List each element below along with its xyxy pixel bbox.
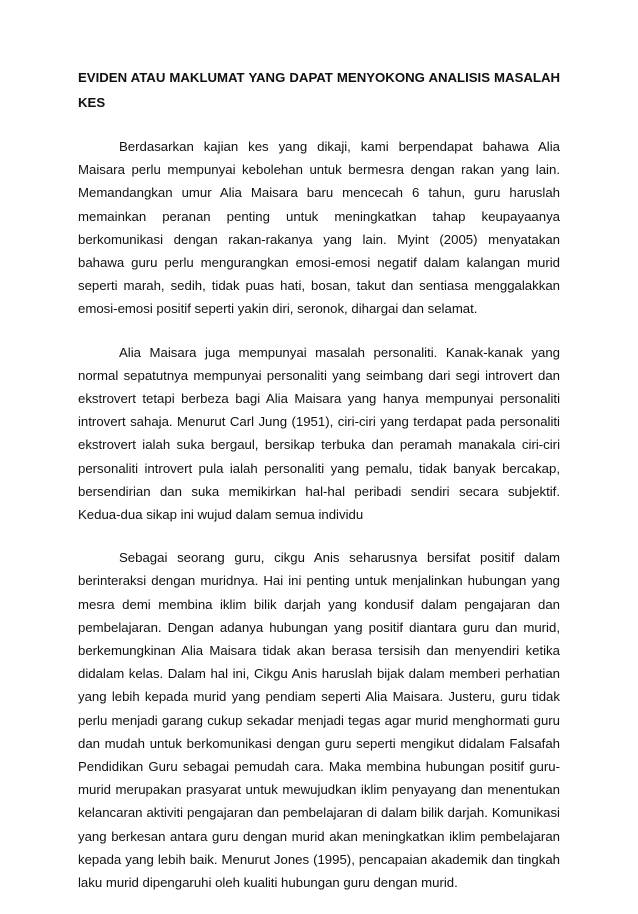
paragraph-3: Sebagai seorang guru, cikgu Anis seharusnya bersifat positif dalam berinteraksi dengan muridnya. Hai ini penting untuk menjalinkan hubungan yang mesra demi membina iklim bilik darjah yang kondusif dalam pengajaran dan pembelajaran. Dengan adanya hubungan yang positif diantara guru dan murid, berkemungkinan Alia Maisara tidak akan berasa tersisih dan menyendiri ketika didalam kelas. Dalam hal ini, Cikgu Anis haruslah bijak dalam memberi perhatian yang lebih kepada murid yang pendiam seperti Alia Maisara. Justeru, guru tidak perlu menjadi garang cukup sekadar menjadi tegas agar murid menghormati guru dan mudah untuk berkomunikasi dengan guru seperti mengikut didalam Falsafah Pendidikan Guru sebagai pemudah cara. Maka membina hubungan positif guru-murid merupakan prasyarat untuk mewujudkan iklim penyayang dan menentukan kelancaran aktiviti pengajaran dan pembelajaran di dalam bilik darjah. Komunikasi yang berkesan antara guru dengan murid akan meningkatkan iklim pembelajaran kepada yang lebih baik. Menurut Jones (1995), pencapaian akademik dan tingkah laku murid dipengaruhi oleh kualiti hubungan guru dengan murid.: [78, 550, 560, 891]
paragraph-2: Alia Maisara juga mempunyai masalah personaliti. Kanak-kanak yang normal sepatutnya mempunyai personaliti yang seimbang dari segi introvert dan ekstrovert tetapi berbeza bagi Alia Maisara yang hanya mempunyai personaliti introvert sahaja. Menurut Carl Jung (1951), ciri-ciri yang terdapat pada personaliti ekstrovert ialah suka bergaul, bersikap terbuka dan peramah manakala ciri-ciri personaliti introvert pula ialah personaliti yang pemalu, tidak banyak bercakap, bersendirian dan suka memikirkan hal-hal peribadi sendiri secara subjektif. Kedua-dua sikap ini wujud dalam semua individu: [78, 344, 560, 523]
paragraph-1: Berdasarkan kajian kes yang dikaji, kami berpendapat bahawa Alia Maisara perlu mempunyai kebolehan untuk bermesra dengan rakan yang lain. Memandangkan umur Alia Maisara baru mencecah 6 tahun, guru haruslah memainkan peranan penting untuk meningkatkan tahap keupayaanya berkomunikasi dengan rakan-rakanya yang lain. Myint (2005) menyatakan bahawa guru perlu mengurangkan emosi-emosi negatif dalam kalangan murid seperti marah, sedih, tidak puas hati, bosan, takut dan sentiasa menggalakkan emosi-emosi positif seperti yakin diri, seronok, dihargai dan selamat.: [78, 139, 560, 317]
document-page: [78, 65, 560, 914]
document-heading: EVIDEN ATAU MAKLUMAT YANG DAPAT MENYOKONG ANALISIS MASALAH KES: [78, 70, 560, 110]
